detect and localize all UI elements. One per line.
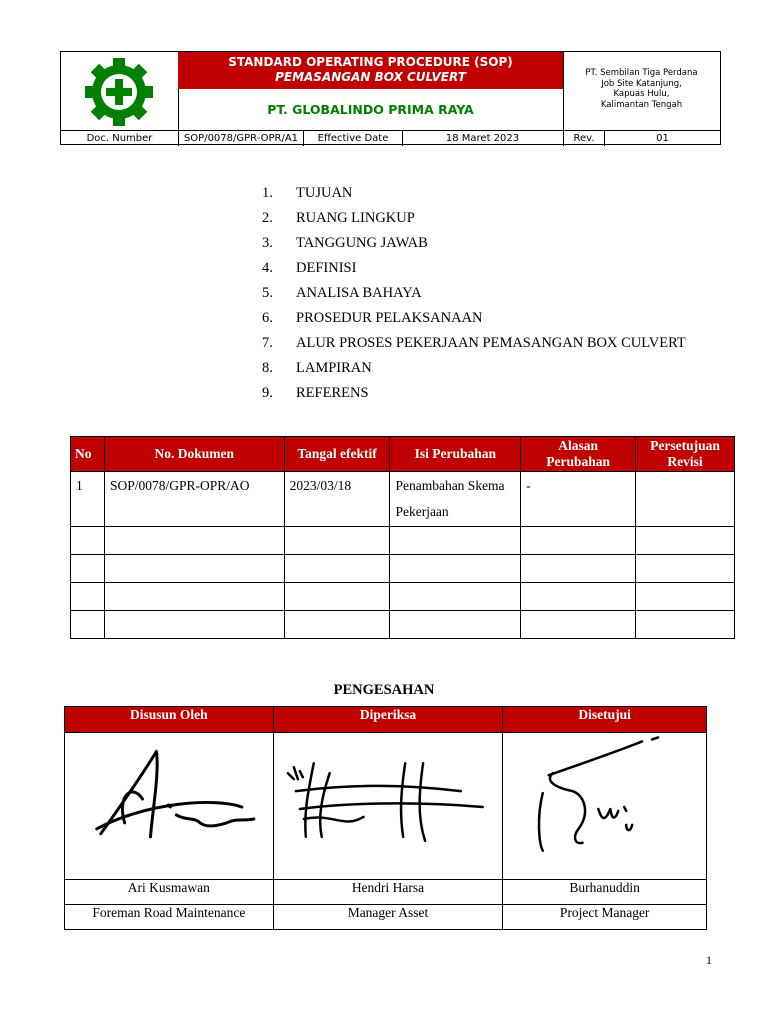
signer-name: Hendri Harsa xyxy=(273,880,503,905)
signer-name: Burhanuddin xyxy=(503,880,707,905)
toc-label: ANALISA BAHAYA xyxy=(296,285,422,301)
toc-label: DEFINISI xyxy=(296,260,357,276)
toc-number: 3. xyxy=(262,235,273,251)
doc-number-label: Doc. Number xyxy=(86,133,153,144)
document-meta-row xyxy=(61,130,720,146)
signature-row xyxy=(65,733,707,880)
title-cell xyxy=(178,52,564,130)
signer-position: Foreman Road Maintenance xyxy=(65,905,274,930)
sop-title: STANDARD OPERATING PROCEDURE (SOP) xyxy=(228,55,513,69)
approval-title: PENGESAHAN xyxy=(333,682,435,698)
signature-cell xyxy=(65,733,274,880)
approval-header-row xyxy=(65,707,707,733)
col-header: No xyxy=(71,437,105,472)
table-cell: 1 xyxy=(71,472,105,527)
toc-number: 2. xyxy=(262,210,273,226)
col-header: Diperiksa xyxy=(273,707,503,733)
signer-position: Project Manager xyxy=(503,905,707,930)
signer-position: Manager Asset xyxy=(273,905,503,930)
site-address xyxy=(563,52,720,130)
address-line: Kapuas Hulu, xyxy=(613,89,670,99)
col-header: No. Dokumen xyxy=(104,437,284,472)
toc-label: REFERENS xyxy=(296,385,369,401)
toc-label: TUJUAN xyxy=(296,185,353,201)
table-row xyxy=(71,583,735,611)
revision-table xyxy=(70,436,735,639)
signature-image xyxy=(274,733,503,879)
table-row xyxy=(71,611,735,639)
toc-label: LAMPIRAN xyxy=(296,360,372,376)
table-cell: - xyxy=(521,472,636,527)
toc-number: 5. xyxy=(262,285,273,301)
col-header: Isi Perubahan xyxy=(390,437,521,472)
title-banner xyxy=(178,52,563,89)
col-header: Alasan Perubahan xyxy=(521,437,636,472)
signature-cell xyxy=(503,733,707,880)
toc-number: 7. xyxy=(262,335,273,351)
rev-value: 01 xyxy=(656,133,669,144)
table-cell: SOP/0078/GPR-OPR/AO xyxy=(104,472,284,527)
address-line: Job Site Katanjung, xyxy=(601,78,682,89)
revision-header-row xyxy=(71,437,735,472)
signer-name: Ari Kusmawan xyxy=(65,880,274,905)
address-line: PT. Sembilan Tiga Perdana xyxy=(585,68,698,78)
toc-label: TANGGUNG JAWAB xyxy=(296,235,428,251)
table-cell: 2023/03/18 xyxy=(284,472,390,527)
toc-number: 6. xyxy=(262,310,273,326)
address-line: Kalimantan Tengah xyxy=(600,99,683,110)
signer-name-row xyxy=(65,880,707,905)
gear-cross-logo-icon xyxy=(61,52,178,130)
toc-number: 4. xyxy=(262,260,273,276)
rev-label: Rev. xyxy=(573,133,595,144)
doc-number-value: SOP/0078/GPR-OPR/A1 xyxy=(183,133,299,144)
table-row xyxy=(71,555,735,583)
logo-cell xyxy=(61,52,179,130)
company-name: PT. GLOBALINDO PRIMA RAYA xyxy=(267,102,474,117)
toc-label: PROSEDUR PELAKSANAAN xyxy=(296,310,483,326)
effective-date-value: 18 Maret 2023 xyxy=(445,133,520,144)
toc-label: ALUR PROSES PEKERJAAN PEMASANGAN BOX CULVERT xyxy=(296,335,686,351)
toc-number: 8. xyxy=(262,360,273,376)
sop-subtitle: PEMASANGAN BOX CULVERT xyxy=(275,70,466,84)
signature-cell xyxy=(273,733,503,880)
col-header: Disusun Oleh xyxy=(65,707,274,733)
signature-image xyxy=(503,733,706,879)
approval-table xyxy=(64,706,707,930)
toc-label: RUANG LINGKUP xyxy=(296,210,415,226)
signature-image xyxy=(65,733,273,879)
effective-date-label: Effective Date xyxy=(317,133,389,144)
toc-number: 1. xyxy=(262,185,273,201)
table-row xyxy=(71,527,735,555)
signer-position-row xyxy=(65,905,707,930)
col-header: Disetujui xyxy=(503,707,707,733)
table-cell xyxy=(636,472,735,527)
col-header: Tangal efektif xyxy=(284,437,390,472)
page-number: 1 xyxy=(706,953,712,967)
document-header xyxy=(60,51,721,145)
table-row xyxy=(71,472,735,527)
toc-number: 9. xyxy=(262,385,273,401)
table-cell: Penambahan Skema Pekerjaan xyxy=(390,472,521,527)
col-header: Persetujuan Revisi xyxy=(636,437,735,472)
